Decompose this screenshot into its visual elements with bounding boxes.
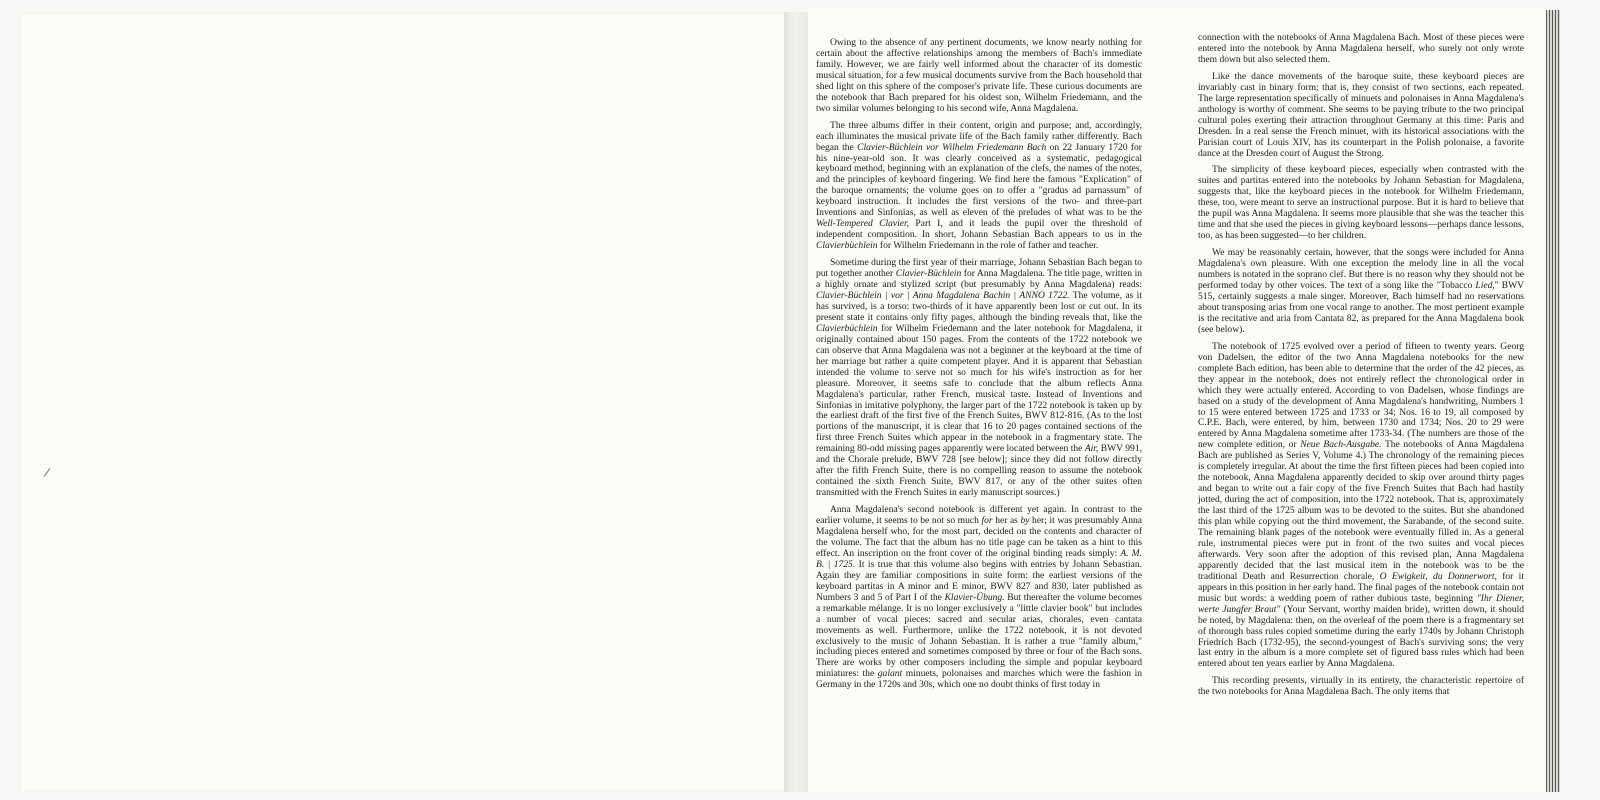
paragraph: Sometime during the first year of their marriage, Johann Sebastian Bach began to put together another Clavier-Büchlein for Anna Magdalena. The title page, written in a highly ornate and stylized script (but presumably by Anna Magdalena) reads: Clavier-Büchlein | vor | Anna Magdalena Bachin | ANNO 1722. The volume, as it has survived, is a torso: two-thirds of it have apparently been lost or cut out. In its present state it contains only fifty pages, although the binding reveals that, like the Clavierbüchlein for Wilhelm Friedemann and the later notebook for Magdalena, it originally contained about 150 pages. From the contents of the 1722 notebook we can observe that Anna Magdalena was not a beginner at the keyboard at the time of her marriage but rather a quite competent player. And it is apparent that Sebastian intended the volume to serve not so much for his wife's instruction as for her pleasure. Moreover, it seems safe to conclude that the album reflects Anna Magdalena's particular, rather French, musical taste. Instead of Inventions and Sinfonias in imitative polyphony, the larger part of the 1722 notebook is taken up by the earliest draft of the first five of the French Suites, BWV 812-816. (As to the lost portions of the manuscript, it is clear that 16 to 20 pages contained sections of the first three French Suites which appear in the notebook in a fragmentary state. The remaining 80-odd missing pages apparently were located between the Air, BWV 991, and the Chorale prelude, BWV 728 [see below]; since they did not follow directly after the fifth French Suite, there is no compelling reason to assume the notebook contained the sixth French Suite, BWV 817, or any of the other suites often transmitted with the French Suites in early manuscript sources.) bbox=[816, 257, 1142, 499]
page-edges bbox=[1546, 10, 1560, 792]
paragraph: Owing to the absence of any pertinent documents, we know nearly nothing for certain about the affective relationships among the members of Bach's immediate family. However, we are fairly well informed about the character of its domestic musical situation, for a few musical documents survive from the Bach household that shed light on this sphere of the composer's private life. These curious documents are the notebook that Bach prepared for his oldest son, Wilhelm Friedemann, and the two similar volumes belonging to his second wife, Anna Magdalena. bbox=[816, 37, 1142, 114]
paragraph: This recording presents, virtually in its entirety, the characteristic repertoire of the two notebooks for Anna Magdalena Bach. The only items that bbox=[1198, 675, 1524, 698]
paragraph: Anna Magdalena's second notebook is different yet again. In contrast to the earlier volume, it seems to be not so much for her as by her; it was presumably Anna Magdalena herself who, for the most part, decided on the contents and character of the volume. The fact that the album has no title page can be taken as a hint to this effect. An inscription on the front cover of the original binding reads simply: A. M. B. | 1725. It is true that this volume also begins with entries by Johann Sebastian. Again they are familiar compositions in suite form: the earliest versions of the keyboard partitas in A minor and E minor, BWV 827 and 830, later published as Numbers 3 and 5 of Part I of the Klavier-Übung. But thereafter the volume becomes a remarkable mélange. It is no longer exclusively a "little clavier book" but includes a number of vocal pieces: sacred and secular arias, chorales, even cantata movements as well. Furthermore, unlike the 1722 notebook, it is not devoted exclusively to the music of Johann Sebastian. It is rather a true "family album," including pieces entered and sometimes composed by three or four of the Bach sons. There are works by other composers including the simple and popular keyboard miniatures: the galant minuets, polonaises and marches which were the fashion in Germany in the 1720s and 30s, which one no doubt thinks of first today in bbox=[816, 504, 1143, 691]
paragraph: The simplicity of these keyboard pieces, especially when contrasted with the suites and partitas entered into the notebooks by Johann Sebastian for Magdalena, suggests that, like the keyboard pieces in the notebook for Wilhelm Friedemann, these, too, were meant to serve an instructional purpose. But it is hard to believe that the pupil was Anna Magdalena. It seems more plausible that she was the teacher this time and that she used the pieces in giving keyboard lessons—perhaps dance lessons, too, as has been suggested—to her children. bbox=[1198, 164, 1524, 242]
paragraph: connection with the notebooks of Anna Magdalena Bach. Most of these pieces were entered into the notebook by Anna Magdalena herself, who surely not only wrote them down but also selected them. bbox=[1198, 32, 1524, 65]
booklet-spine bbox=[784, 12, 810, 792]
paragraph: The notebook of 1725 evolved over a period of fifteen to twenty years. Georg von Dadelsen, the editor of the two Anna Magdalena notebooks for the new complete Bach edition, has been able to determine that the order of the 42 pieces, as they appear in the notebook, does not entirely reflect the chronological order in which they were actually entered. According to von Dadelsen, whose findings are based on a study of the development of Anna Magdalena's handwriting, Numbers 1 to 15 were entered between 1725 and 1733 or 34; Nos. 16 to 19, all composed by C.P.E. Bach, were entered, by him, between 1730 and 1734; Nos. 20 to 29 were entered by Anna Magdalena sometime after 1733-34. (The numbers are those of the new complete edition, or Neue Bach-Ausgabe. The notebooks of Anna Magdalena Bach are published as Series V, Volume 4.) The chronology of the remaining pieces is completely irregular. At about the time the first fifteen pieces had been copied into the notebook, Anna Magdalena apparently decided to skip over around thirty pages and began to write out a fair copy of the five French Suites that Bach had hastily jotted, during the act of composition, into the 1722 notebook. That is, approximately the last third of the 1725 album was to be devoted to the suites. But she abandoned this plan while copying out the third movement, the Sarabande, of the second suite. The remaining blank pages of the notebook were eventually filled in. As a general rule, instrumental pieces were put in front of the two suites and vocal pieces afterwards. Very soon after the adoption of this revised plan, Anna Magdalena apparently decided that the last musical item in the notebook was to be the traditional Death and Resurrection chorale, O Ewigkeit, du Donnerwort, for it appears in this position in her early hand. The final pages of the notebook contain not music but words: a wedding poem of rather dubious taste, beginning "Ihr Diener, werte Jungfer Braut" (Your Servant, worthy maiden bride), written down, it should be noted, by Magdalena: then, on the overleaf of the poem there is a fragmentary set of thorough bass rules copied sometime during the early 1740s by Johann Christoph Friedrich Bach (1732-95), the second-youngest of Bach's surviving sons; the very last entry in the album is a more complete set of figured bass rules which had been entered about ten years earlier by Anna Magdalena. bbox=[1198, 340, 1524, 670]
paragraph: The three albums differ in their content, origin and purpose; and, accordingly, each illuminates the musical private life of the Bach family rather differently. Bach began the Clavier-Büchlein vor Wilhelm Friedemann Bach on 22 January 1720 for his nine-year-old son. It was clearly conceived as a systematic, pedagogical keyboard method, beginning with an explanation of the clefs, the names of the notes, and the principles of keyboard fingering. We find here the famous "Explication" of the baroque ornaments; the volume goes on to offer a "gradus ad parnassum" of keyboard instruction. It includes the first versions of the two- and three-part Inventions and Sinfonias, as well as eleven of the preludes of what was to be the Well-Tempered Clavier, Part I, and it leads the pupil over the threshold of independent composition. In short, Johann Sebastian Bach appears to us in the Clavierbüchlein for Wilhelm Friedemann in the role of father and teacher. bbox=[816, 119, 1142, 252]
paragraph: Like the dance movements of the baroque suite, these keyboard pieces are invariably cast in binary form; that is, they consist of two sections, each repeated. The large representation specifically of minuets and polonaises in Anna Magdalena's anthology is worthy of comment. She seems to be paying tribute to the two principal cultural poles exerting their attraction throughout Germany at this time: Paris and Dresden. In a real sense the French minuet, with its historical associations with the Parisian court of Louis XIV, has its counterpart in the Polish polonaise, a favorite dance at the Dresden court of August the Strong. bbox=[1198, 70, 1524, 159]
text-column-2 bbox=[1198, 33, 1524, 704]
left-blank-page bbox=[22, 14, 784, 790]
pencil-mark bbox=[44, 468, 51, 477]
paragraph: We may be reasonably certain, however, that the songs were included for Anna Magdalena's own pleasure. With one exception the melody line in all the vocal numbers is notated in the soprano clef. But there is no reason why they should not be performed today by other voices. The text of a song like the "Tobacco Lied," BWV 515, certainly suggests a male singer. Moreover, Bach himself had no reservations about transposing arias from one vocal range to another. The most pertinent example is the recitative and aria from Cantata 82, as prepared for the Anna Magdalena book (see below). bbox=[1198, 247, 1524, 335]
text-column-1 bbox=[816, 38, 1142, 697]
right-text-page bbox=[808, 8, 1548, 792]
